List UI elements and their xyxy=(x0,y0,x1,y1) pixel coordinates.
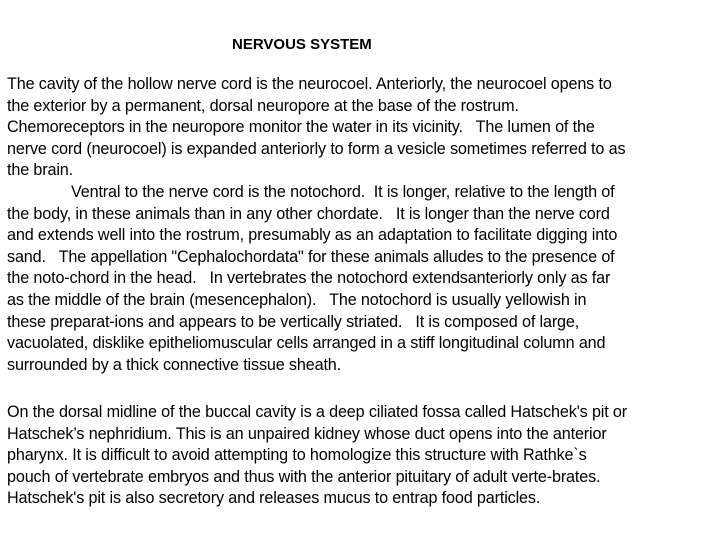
text-line: On the dorsal midline of the buccal cavity is a deep ciliated fossa called Hatschek's pit or xyxy=(7,403,628,421)
text-line: the body, in these animals than in any other chordate. It is longer than the nerve cord xyxy=(7,204,610,223)
text-line: the exterior by a permanent, dorsal neuropore at the base of the rostrum. xyxy=(7,96,519,115)
paragraph-neurocoel-notochord xyxy=(7,74,719,376)
page-title: NERVOUS SYSTEM xyxy=(232,36,372,53)
text-line: surrounded by a thick connective tissue sheath. xyxy=(7,355,341,374)
text-line: nerve cord (neurocoel) is expanded anteriorly to form a vesicle sometimes referred to as xyxy=(7,139,626,158)
text-line: vacuolated, disklike epitheliomuscular cells arranged in a stiff longitudinal column and xyxy=(7,334,606,353)
text-line: pharynx. It is difficult to avoid attempting to homologize this structure with Rathke`s xyxy=(7,446,587,465)
text-line: pouch of vertebrate embryos and thus with the anterior pituitary of adult verte-brates. xyxy=(7,467,601,486)
paragraph-hatschek-pit xyxy=(7,402,719,510)
text-line: the brain. xyxy=(7,161,73,180)
text-line: these preparat-ions and appears to be vertically striated. It is composed of large, xyxy=(7,312,580,331)
text-line: sand. The appellation "Cephalochordata" for these animals alludes to the presence of xyxy=(7,247,615,266)
text-line: as the middle of the brain (mesencephalon). The notochord is usually yellowish in xyxy=(7,290,587,309)
text-line: Chemoreceptors in the neuropore monitor the water in its vicinity. The lumen of the xyxy=(7,118,595,137)
text-line-indented: Ventral to the nerve cord is the notochord. It is longer, relative to the length of xyxy=(71,182,615,201)
text-line: Hatschek’s nephridium. This is an unpaired kidney whose duct opens into the anterior xyxy=(7,424,607,443)
text-line: Hatschek's pit is also secretory and releases mucus to entrap food particles. xyxy=(7,489,541,508)
text-line: the noto-chord in the head. In vertebrates the notochord extendsanteriorly only as far xyxy=(7,269,611,288)
text-line: and extends well into the rostrum, presumably as an adaptation to facilitate digging into xyxy=(7,226,618,245)
text-line: The cavity of the hollow nerve cord is the neurocoel. Anteriorly, the neurocoel opens to xyxy=(7,75,612,93)
